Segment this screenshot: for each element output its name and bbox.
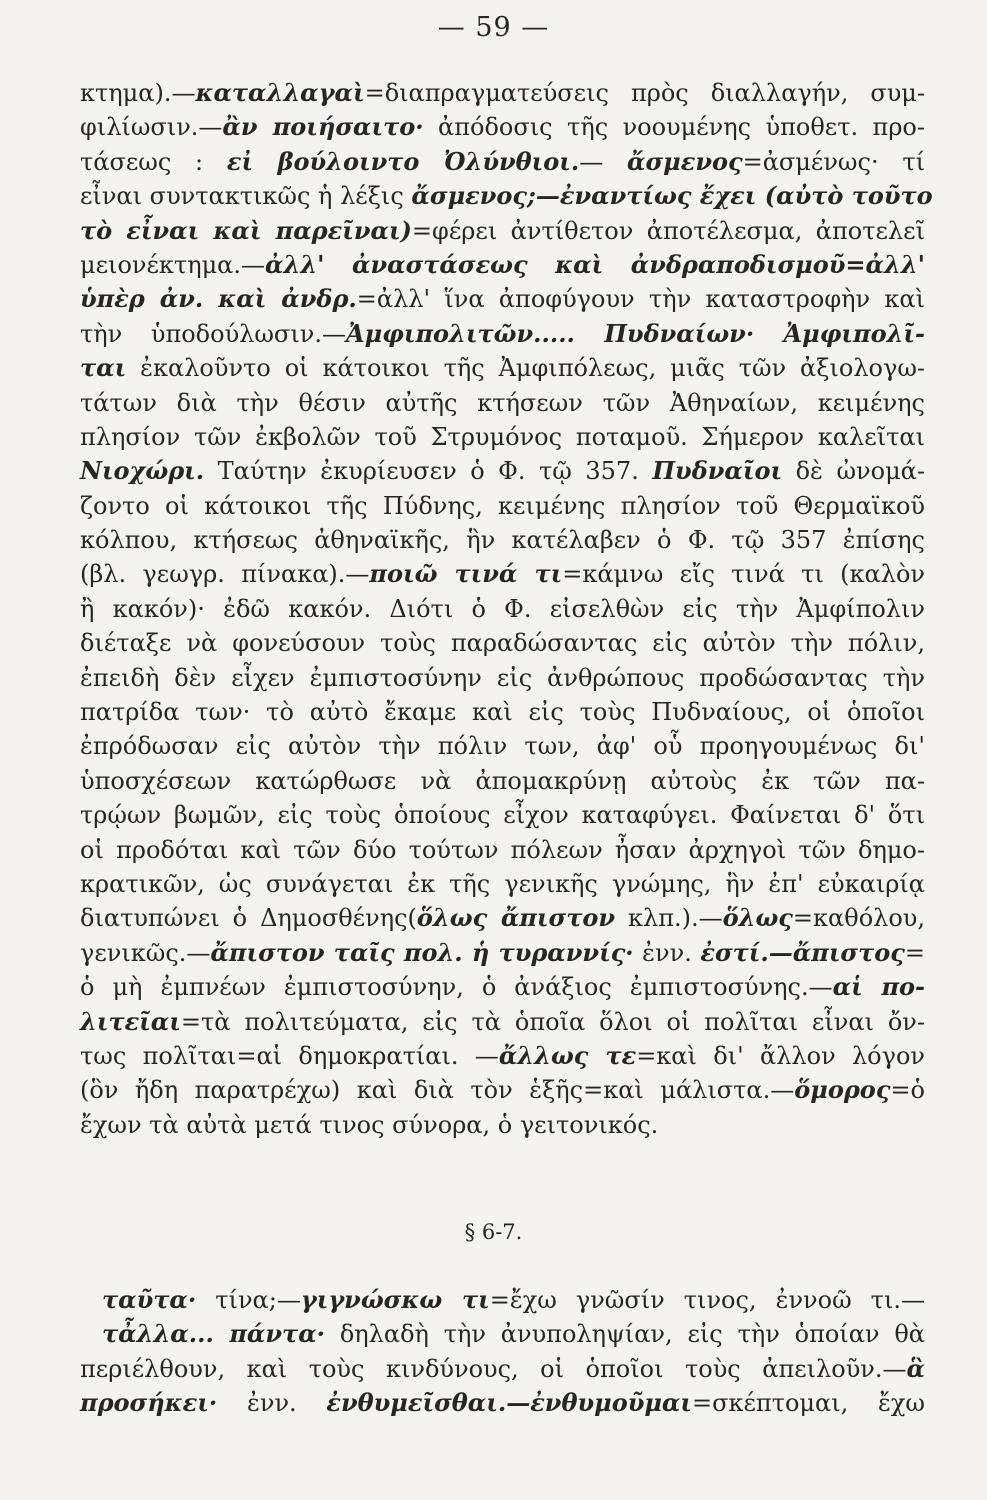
gloss: εἶναι συντακτικῶς ἡ λέξις <box>80 182 412 211</box>
gloss: — <box>579 147 628 176</box>
lemma: ὅλως ἄπιστον <box>416 903 616 933</box>
lemma: αἱ πο- <box>832 972 925 1002</box>
lemma: τὸ εἶναι καὶ παρεῖναι) <box>80 215 412 245</box>
gloss: διέταξε νὰ φονεύσουν τοὺς παραδώσαντας εἰς αὐτὸν τὴν πόλιν, <box>80 629 925 658</box>
text-line <box>80 76 925 110</box>
text-line <box>80 867 925 901</box>
text-line <box>80 592 925 626</box>
text-line <box>80 1386 925 1420</box>
text-line <box>80 1283 925 1317</box>
lemma: ὅμορος <box>794 1075 891 1105</box>
lemma: ἄπιστον ταῖς πολ. ἡ τυραννίς· <box>210 937 634 967</box>
text-line <box>80 1073 925 1107</box>
gloss: =διαπραγματεύσεις πρὸς διαλλαγήν, συμ- <box>364 79 925 107</box>
text-line <box>80 1005 925 1039</box>
gloss: κρατικῶν, ὡς συνάγεται ἐκ τῆς γενικῆς γνώμης, ἣν ἐπ' εὐκαιρίᾳ <box>80 869 925 898</box>
lemma: ἐστί.—ἄπιστος <box>700 937 905 967</box>
gloss: =ὁ <box>890 1076 925 1105</box>
gloss: τως πολῖται=αἱ δημοκρατίαι. — <box>80 1041 499 1070</box>
gloss: πατρίδα των· τὸ αὐτὸ ἔκαμε καὶ εἰς τοὺς Πυδναίους, οἱ ὁποῖοι <box>80 698 925 727</box>
lemma: ἀλλ' ἀναστάσεως καὶ ἀνδραποδισμοῦ=ἀλλ' <box>265 249 925 279</box>
text-line <box>80 386 925 420</box>
lemma: ται <box>80 353 127 383</box>
gloss: τρῴων βωμῶν, εἰς τοὺς ὁποίους εἶχον καταφύγει. Φαίνεται δ' ὅτι <box>80 801 925 830</box>
section-heading: § 6-7. <box>464 1220 523 1244</box>
gloss: =ἀλλ' ἵνα ἀποφύγουν τὴν καταστροφὴν καὶ <box>356 285 926 314</box>
gloss: =καθόλου, <box>792 904 926 933</box>
gloss: =κάμνω εἴς τινά τι (καλὸν <box>562 560 925 589</box>
text-line <box>80 626 925 660</box>
gloss: κλπ.).— <box>615 904 723 933</box>
gloss: (ὃν ἤδη παρατρέχω) καὶ διὰ τὸν ἑξῆς=καὶ μάλιστα.— <box>80 1076 795 1105</box>
text-line <box>80 729 925 763</box>
gloss: =σκέπτομαι, ἔχω <box>692 1389 925 1418</box>
lemma: ἐνθυμεῖσθαι.—ἐνθυμοῦμαι <box>326 1388 692 1418</box>
gloss: ἐκαλοῦντο οἱ κάτοικοι τῆς Ἀμφιπόλεως, μιᾶς τῶν ἀξιολογω- <box>126 354 925 383</box>
gloss: ἀπόδοσις τῆς νοουμένης ὑποθετ. προ- <box>423 113 925 142</box>
gloss: =ἀσμένως· τί <box>742 147 926 176</box>
gloss: τάσεως : <box>80 147 227 176</box>
text-line <box>80 661 925 695</box>
gloss: γενικῶς.— <box>80 938 211 967</box>
text-line <box>80 970 925 1004</box>
text-line <box>80 936 925 970</box>
page-number: — 59 — <box>437 12 550 43</box>
gloss: δὲ ὠνομά- <box>782 457 925 486</box>
lemma: ἄλλως τε <box>498 1040 637 1070</box>
gloss: ἐνν. <box>217 1389 327 1418</box>
text-line <box>80 1108 925 1142</box>
lemma: Νιοχώρι. <box>80 456 205 486</box>
text-line <box>80 1317 925 1351</box>
lemma: ταῦτα· <box>102 1285 197 1314</box>
text-line <box>80 901 925 935</box>
lemma: ἃ <box>906 1353 925 1383</box>
text-line <box>80 351 925 385</box>
gloss: ἐπειδὴ δὲν εἶχεν ἐμπιστοσύνην εἰς ἀνθρώπους προδώσαντας τὴν <box>80 663 925 692</box>
commentary-text-continued <box>80 1283 925 1421</box>
commentary-text <box>80 76 933 1142</box>
text-line <box>80 454 925 488</box>
gloss: κτημα).— <box>80 79 196 107</box>
text-line <box>80 557 925 591</box>
lemma: ἄσμενος <box>627 146 743 176</box>
gloss: δηλαδὴ τὴν ἀνυποληψίαν, εἰς τὴν ὁποίαν θὰ <box>325 1320 925 1349</box>
text-line <box>80 179 933 213</box>
gloss: ὁ μὴ ἐμπνέων ἐμπιστοσύνην, ὁ ἀνάξιος ἐμπιστοσύνης.— <box>80 973 833 1002</box>
text-line <box>80 798 925 832</box>
lemma: τἆλλα... πάντα· <box>102 1319 326 1349</box>
lemma: ποιῶ τινά τι <box>369 559 563 589</box>
gloss: ὑποσχέσεων κατώρθωσε νὰ ἀπομακρύνῃ αὐτοὺς ἐκ τῶν πα- <box>80 766 925 795</box>
gloss: περιέλθουν, καὶ τοὺς κινδύνους, οἱ ὁποῖοι τοὺς ἀπειλοῦν.— <box>80 1354 907 1383</box>
gloss: μειονέκτημα.— <box>80 250 266 279</box>
gloss: =φέρει ἀντίθετον ἀποτέλεσμα, ἀποτελεῖ <box>411 216 925 245</box>
text-line <box>80 110 925 144</box>
text-line <box>80 833 925 867</box>
lemma: ὅλως <box>722 903 793 933</box>
lemma: ὑπὲρ ἀν. καὶ ἀνδρ. <box>80 284 357 314</box>
gloss: =καὶ δι' ἄλλον λόγον <box>636 1041 926 1070</box>
text-line <box>80 1352 925 1386</box>
gloss: =ἔχω γνῶσίν τινος, ἐννοῶ τι.— <box>489 1286 925 1314</box>
gloss: ζοντο οἱ κάτοικοι τῆς Πύδνης, κειμένης πλησίον τοῦ Θερμαϊκοῦ <box>80 491 925 520</box>
gloss: τὴν ὑποδούλωσιν.— <box>80 319 346 348</box>
text-line <box>80 523 925 557</box>
lemma: ἂν ποιήσαιτο· <box>222 112 424 142</box>
gloss: ἐπρόδωσαν εἰς αὐτὸν τὴν πόλιν των, ἀφ' οὗ προηγουμένως δι' <box>80 732 925 761</box>
lemma: γιγνώσκω τι <box>300 1285 490 1314</box>
text-line <box>80 1039 925 1073</box>
text-line <box>80 282 925 316</box>
gloss: τίνα;— <box>196 1286 301 1314</box>
text-line <box>80 489 925 523</box>
lemma: Πυδναῖοι <box>652 456 783 486</box>
gloss: τάτων διὰ τὴν θέσιν αὐτῆς κτήσεων τῶν Ἀθηναίων, κειμένης <box>80 388 925 417</box>
lemma: Ἀμφιπολιτῶν..... Πυδναίων· Ἀμφιπολῖ- <box>345 318 926 348</box>
lemma: ἄσμενος;—ἐναντίως ἔχει (αὐτὸ τοῦτο <box>411 181 933 211</box>
gloss: = <box>904 938 925 967</box>
text-line <box>80 764 925 798</box>
gloss: διατυπώνει ὁ Δημοσθένης( <box>80 904 417 933</box>
lemma: καταλλαγαὶ <box>195 78 365 107</box>
lemma: λιτεῖαι <box>80 1006 181 1036</box>
gloss: (βλ. γεωγρ. πίνακα).— <box>80 560 370 589</box>
text-line <box>80 145 925 179</box>
gloss: πλησίον τῶν ἐκβολῶν τοῦ Στρυμόνος ποταμοῦ. Σήμερον καλεῖται <box>80 422 925 451</box>
gloss: Ταύτην ἐκυρίευσεν ὁ Φ. τῷ 357. <box>204 457 653 486</box>
gloss: ἢ κακόν)· ἐδῶ κακόν. Διότι ὁ Φ. εἰσελθὼν εἰς τὴν Ἀμφίπολιν <box>80 594 925 623</box>
text-line <box>80 695 925 729</box>
text-line <box>80 420 925 454</box>
gloss: ἐνν. <box>633 938 701 967</box>
lemma: προσήκει· <box>80 1388 218 1418</box>
text-line <box>80 248 925 282</box>
text-line <box>80 317 925 351</box>
gloss: κόλπου, κτήσεως ἀθηναϊκῆς, ἣν κατέλαβεν ὁ Φ. τῷ 357 ἐπίσης <box>80 526 925 555</box>
gloss: φιλίωσιν.— <box>80 113 223 142</box>
text-line <box>80 214 925 248</box>
gloss: =τὰ πολιτεύματα, εἰς τὰ ὁποῖα ὅλοι οἱ πολῖται εἶναι ὄν- <box>180 1007 925 1036</box>
gloss: οἱ προδόται καὶ τῶν δύο τούτων πόλεων ἦσαν ἀρχηγοὶ τῶν δημο- <box>80 835 925 864</box>
gloss: ἔχων τὰ αὐτὰ μετά τινος σύνορα, ὁ γειτονικός. <box>80 1110 659 1139</box>
lemma: εἰ βούλοιντο Ὀλύνθιοι. <box>226 146 580 176</box>
